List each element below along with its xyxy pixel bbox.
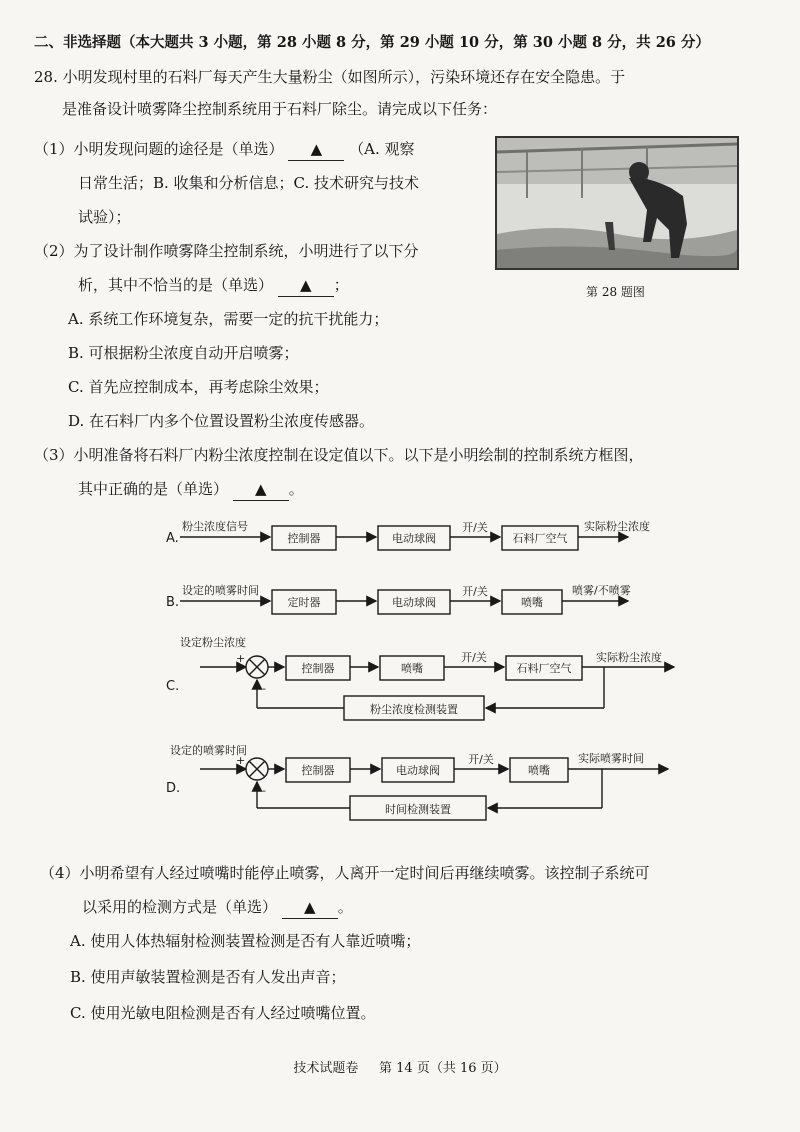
part2-option-d: D. 在石料厂内多个位置设置粉尘浓度传感器。: [68, 412, 375, 430]
part3-number: （3）: [34, 446, 74, 464]
diagram-c-minus: -: [262, 682, 266, 695]
part1-line2: 日常生活；B. 收集和分析信息；C. 技术研究与技术: [78, 174, 420, 192]
diagram-a-block3: 石料厂空气: [512, 532, 568, 545]
intro-text-1: 小明发现村里的石料厂每天产生大量粉尘（如图所示），污染环境还存在安全隐患。于: [62, 68, 626, 86]
option-a-label: A.: [166, 531, 179, 546]
part4-option-c: C. 使用光敏电阻检测是否有人经过喷嘴位置。: [70, 1004, 376, 1022]
answer-blank-4[interactable]: ▲: [282, 896, 338, 919]
part4-option-a: A. 使用人体热辐射检测装置检测是否有人靠近喷嘴；: [70, 932, 421, 950]
diagram-a-block2: 电动球阀: [392, 532, 436, 545]
diagram-d-feedback: 时间检测装置: [385, 803, 451, 816]
question-intro-1: [34, 66, 625, 88]
diagram-c-output: 实际粉尘浓度: [596, 651, 662, 664]
page-footer: [0, 1057, 800, 1076]
part4-line1: [40, 862, 650, 884]
option-b-label: B.: [166, 595, 180, 610]
part2-text-pre: 析，其中不恰当的是（单选）: [78, 276, 274, 294]
diagram-a-input: 粉尘浓度信号: [182, 520, 248, 533]
diagram-d-block3: 喷嘴: [528, 764, 550, 777]
diagram-a-output: 实际粉尘浓度: [584, 520, 650, 533]
question-number: 28.: [34, 68, 58, 86]
diagram-c-block2: 喷嘴: [401, 662, 423, 675]
figure-caption: 第 28 题图: [586, 285, 645, 299]
diagram-d-block2: 电动球阀: [396, 764, 440, 777]
diagram-d-plus: +: [236, 754, 246, 767]
option-c-label: C.: [166, 679, 180, 694]
part2-text-post: ；: [333, 276, 349, 294]
question-figure-photo: [495, 136, 739, 270]
part4-text-pre: 以采用的检测方式是（单选）: [82, 898, 278, 916]
diagram-b-input: 设定的喷雾时间: [182, 584, 259, 597]
part3-text: 小明准备将石料厂内粉尘浓度控制在设定值以下。以下是小明绘制的控制系统方框图，: [73, 446, 644, 464]
answer-blank-3[interactable]: ▲: [233, 478, 289, 501]
part2-option-b: B. 可根据粉尘浓度自动开启喷雾；: [68, 344, 299, 362]
section-header: 二、非选择题（本大题共 3 小题，第 28 小题 8 分，第 29 小题 10 分，第 30 小题 8 分，共 26 分）: [34, 34, 710, 51]
diagram-a-block1: 控制器: [287, 532, 321, 545]
part2-number: （2）: [34, 242, 74, 260]
part1-text: 小明发现问题的途径是（单选）: [73, 140, 284, 158]
footer-page: 第 14 页（共 16 页）: [379, 1061, 507, 1076]
part2-option-a: A. 系统工作环境复杂，需要一定的抗干扰能力；: [68, 310, 389, 328]
diagram-c-feedback: 粉尘浓度检测装置: [370, 703, 458, 716]
part3-text-post: 。: [288, 480, 304, 498]
part1-text-post: （A. 观察: [349, 140, 415, 158]
part2-line1: [34, 240, 419, 262]
part3-text-pre: 其中正确的是（单选）: [78, 480, 229, 498]
part2-text: 为了设计制作喷雾降尘控制系统，小明进行了以下分: [73, 242, 419, 260]
diagram-c-block1: 控制器: [301, 662, 335, 675]
diagram-d-input: 设定的喷雾时间: [170, 744, 247, 757]
part3-line1: [34, 444, 644, 466]
diagram-b-output: 喷雾/不喷雾: [572, 584, 631, 597]
answer-blank-2[interactable]: ▲: [278, 274, 334, 297]
answer-blank-1[interactable]: ▲: [288, 138, 344, 161]
diagram-d-arrow-label: 开/关: [468, 753, 494, 766]
diagram-b-block3: 喷嘴: [521, 596, 543, 609]
footer-title: 技术试题卷: [293, 1061, 359, 1076]
diagram-b-arrow-label: 开/关: [462, 585, 488, 598]
part2-line2: [78, 274, 349, 297]
diagram-d-output: 实际喷雾时间: [578, 752, 644, 765]
diagram-c-input: 设定粉尘浓度: [180, 636, 246, 649]
part1-line1: [34, 138, 415, 161]
option-d-label: D.: [166, 781, 181, 796]
diagram-d-block1: 控制器: [301, 764, 335, 777]
part4-number: （4）: [40, 864, 80, 882]
diagram-c-plus: +: [236, 652, 246, 665]
diagram-c-block3: 石料厂空气: [516, 662, 572, 675]
question-intro-2: 是准备设计喷雾降尘控制系统用于石料厂除尘。请完成以下任务：: [62, 100, 498, 118]
part1-number: （1）: [34, 140, 74, 158]
block-diagrams: [0, 510, 800, 840]
diagram-c-arrow-label: 开/关: [461, 651, 487, 664]
part4-text: 小明希望有人经过喷嘴时能停止喷雾，人离开一定时间后再继续喷雾。该控制子系统可: [79, 864, 650, 882]
part3-line2: [78, 478, 304, 501]
diagram-d-minus: -: [262, 784, 266, 797]
part4-option-b: B. 使用声敏装置检测是否有人发出声音；: [70, 968, 346, 986]
diagram-a-arrow-label: 开/关: [462, 521, 488, 534]
part1-line3: 试验）；: [78, 208, 131, 226]
part4-line2: [82, 896, 353, 919]
part4-text-post: 。: [337, 898, 353, 916]
diagram-b-block2: 电动球阀: [392, 596, 436, 609]
diagram-b-block1: 定时器: [287, 596, 321, 609]
part2-option-c: C. 首先应控制成本，再考虑除尘效果；: [68, 378, 329, 396]
